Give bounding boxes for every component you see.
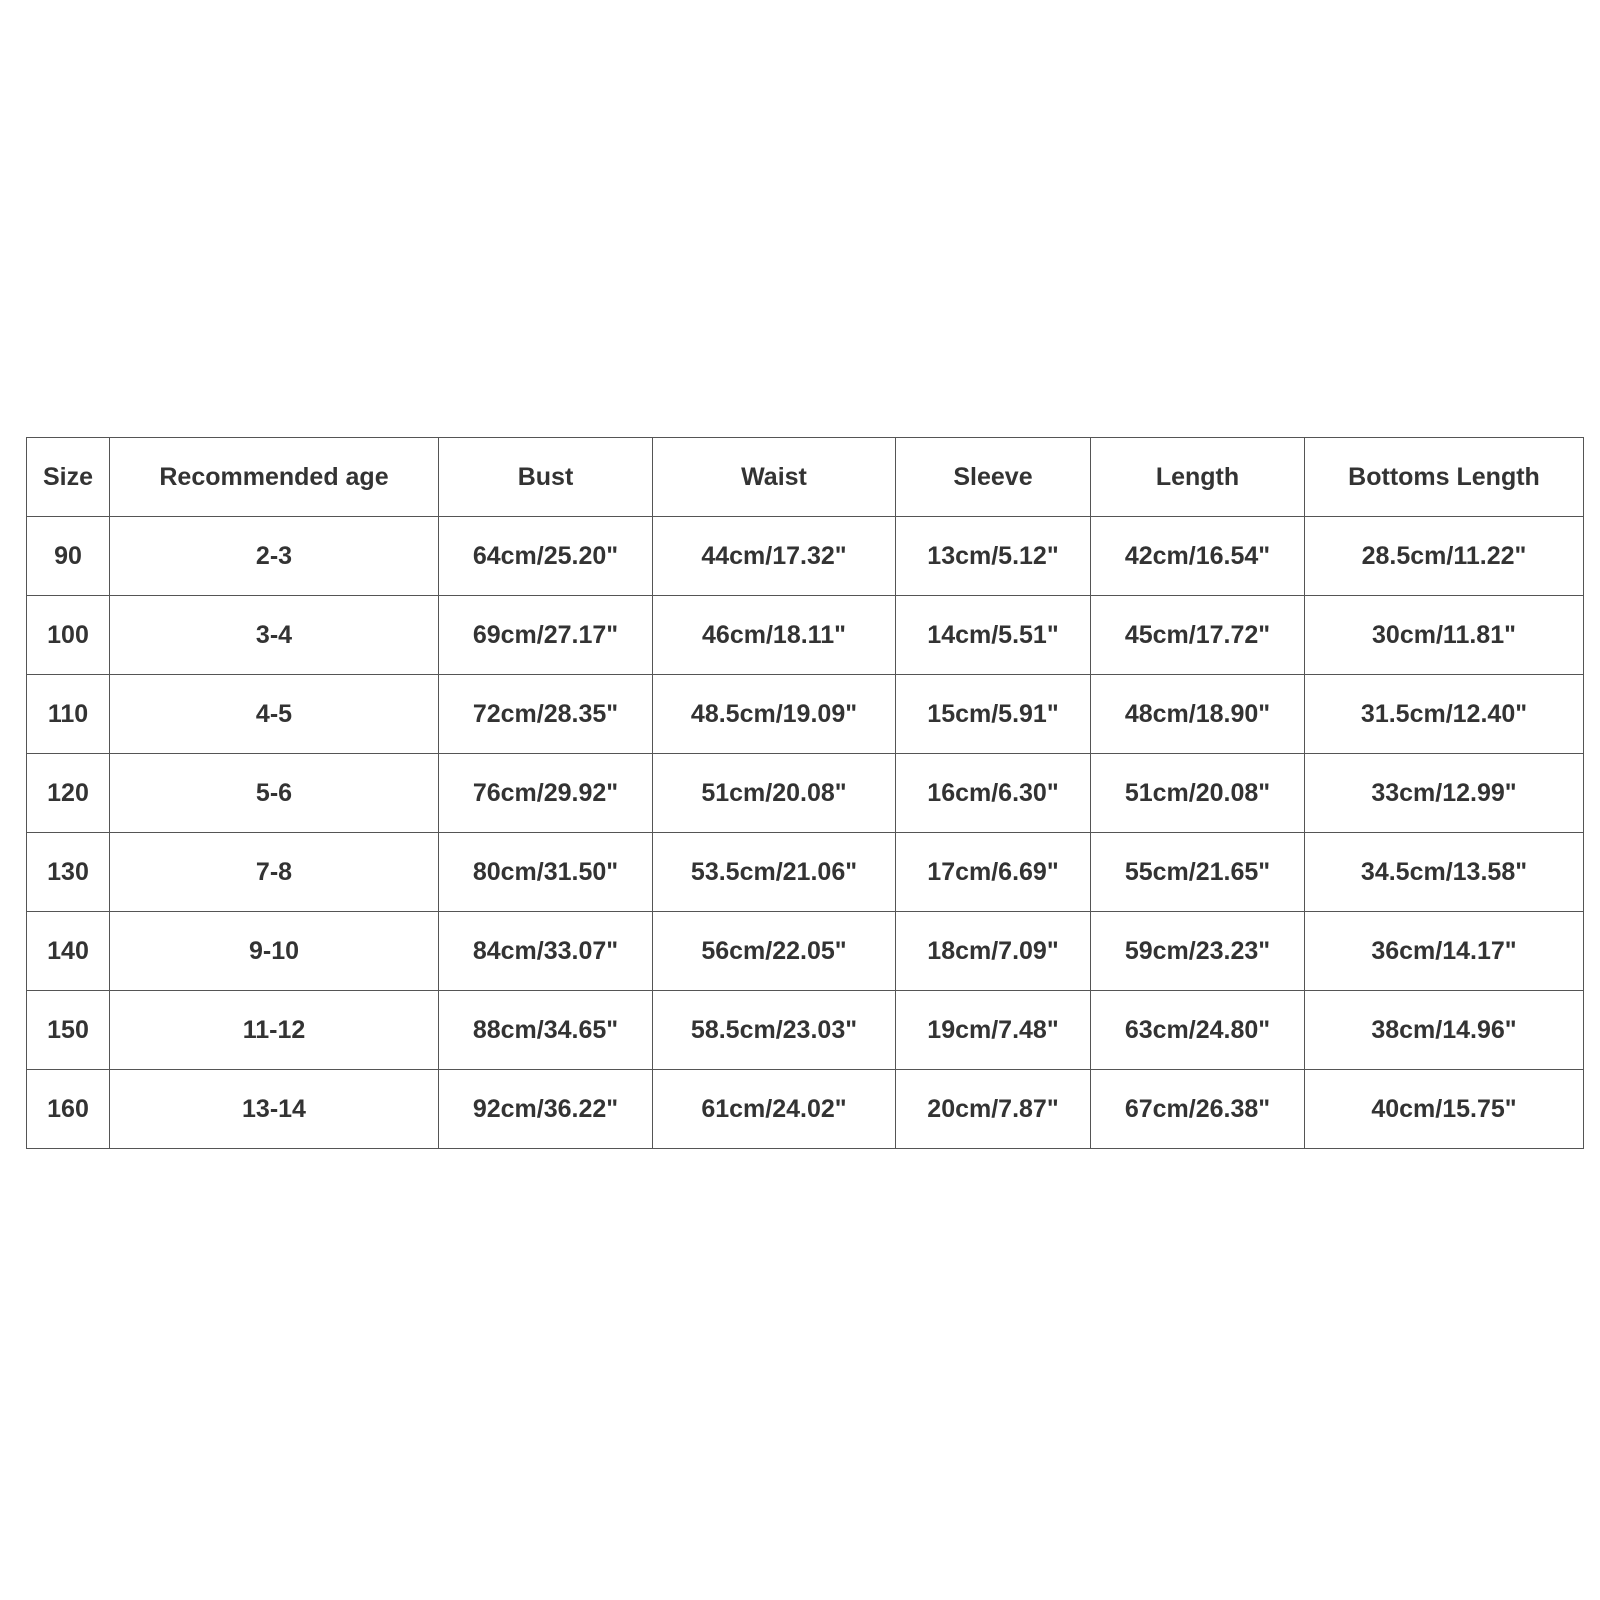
- table-row: [27, 517, 1584, 596]
- cell-bottoms-length: 34.5cm/13.58": [1305, 833, 1584, 912]
- cell-sleeve: 15cm/5.91": [896, 675, 1091, 754]
- cell-recommended-age: 4-5: [110, 675, 439, 754]
- cell-sleeve: 13cm/5.12": [896, 517, 1091, 596]
- cell-size: 120: [27, 754, 110, 833]
- cell-bottoms-length: 40cm/15.75": [1305, 1070, 1584, 1149]
- cell-recommended-age: 11-12: [110, 991, 439, 1070]
- cell-bottoms-length: 33cm/12.99": [1305, 754, 1584, 833]
- cell-bust: 64cm/25.20": [439, 517, 653, 596]
- cell-length: 63cm/24.80": [1091, 991, 1305, 1070]
- cell-recommended-age: 5-6: [110, 754, 439, 833]
- cell-size: 90: [27, 517, 110, 596]
- table-row: [27, 991, 1584, 1070]
- cell-length: 59cm/23.23": [1091, 912, 1305, 991]
- table-row: [27, 1070, 1584, 1149]
- cell-sleeve: 16cm/6.30": [896, 754, 1091, 833]
- cell-bust: 92cm/36.22": [439, 1070, 653, 1149]
- table-row: [27, 833, 1584, 912]
- header-bust: Bust: [439, 438, 653, 517]
- cell-sleeve: 18cm/7.09": [896, 912, 1091, 991]
- cell-waist: 46cm/18.11": [653, 596, 896, 675]
- cell-waist: 44cm/17.32": [653, 517, 896, 596]
- cell-size: 140: [27, 912, 110, 991]
- cell-bust: 88cm/34.65": [439, 991, 653, 1070]
- cell-bust: 76cm/29.92": [439, 754, 653, 833]
- cell-sleeve: 19cm/7.48": [896, 991, 1091, 1070]
- cell-recommended-age: 7-8: [110, 833, 439, 912]
- cell-bottoms-length: 31.5cm/12.40": [1305, 675, 1584, 754]
- cell-bottoms-length: 28.5cm/11.22": [1305, 517, 1584, 596]
- table-header: [27, 438, 1584, 517]
- cell-recommended-age: 9-10: [110, 912, 439, 991]
- cell-sleeve: 20cm/7.87": [896, 1070, 1091, 1149]
- cell-length: 55cm/21.65": [1091, 833, 1305, 912]
- table-body: [27, 517, 1584, 1149]
- cell-waist: 56cm/22.05": [653, 912, 896, 991]
- cell-size: 130: [27, 833, 110, 912]
- cell-length: 51cm/20.08": [1091, 754, 1305, 833]
- header-size: Size: [27, 438, 110, 517]
- cell-size: 160: [27, 1070, 110, 1149]
- table-row: [27, 912, 1584, 991]
- cell-waist: 48.5cm/19.09": [653, 675, 896, 754]
- cell-bottoms-length: 30cm/11.81": [1305, 596, 1584, 675]
- cell-size: 100: [27, 596, 110, 675]
- cell-recommended-age: 2-3: [110, 517, 439, 596]
- cell-waist: 58.5cm/23.03": [653, 991, 896, 1070]
- header-length: Length: [1091, 438, 1305, 517]
- cell-size: 110: [27, 675, 110, 754]
- cell-recommended-age: 3-4: [110, 596, 439, 675]
- table-row: [27, 675, 1584, 754]
- header-waist: Waist: [653, 438, 896, 517]
- cell-bottoms-length: 36cm/14.17": [1305, 912, 1584, 991]
- header-sleeve: Sleeve: [896, 438, 1091, 517]
- cell-bust: 72cm/28.35": [439, 675, 653, 754]
- cell-bottoms-length: 38cm/14.96": [1305, 991, 1584, 1070]
- table-row: [27, 754, 1584, 833]
- cell-bust: 69cm/27.17": [439, 596, 653, 675]
- cell-recommended-age: 13-14: [110, 1070, 439, 1149]
- header-bottoms-length: Bottoms Length: [1305, 438, 1584, 517]
- header-row: [27, 438, 1584, 517]
- cell-waist: 51cm/20.08": [653, 754, 896, 833]
- cell-length: 67cm/26.38": [1091, 1070, 1305, 1149]
- cell-length: 48cm/18.90": [1091, 675, 1305, 754]
- cell-bust: 80cm/31.50": [439, 833, 653, 912]
- cell-waist: 53.5cm/21.06": [653, 833, 896, 912]
- table-row: [27, 596, 1584, 675]
- cell-sleeve: 14cm/5.51": [896, 596, 1091, 675]
- size-chart-table: [26, 437, 1584, 1149]
- cell-waist: 61cm/24.02": [653, 1070, 896, 1149]
- cell-sleeve: 17cm/6.69": [896, 833, 1091, 912]
- cell-length: 42cm/16.54": [1091, 517, 1305, 596]
- header-recommended-age: Recommended age: [110, 438, 439, 517]
- cell-size: 150: [27, 991, 110, 1070]
- cell-length: 45cm/17.72": [1091, 596, 1305, 675]
- cell-bust: 84cm/33.07": [439, 912, 653, 991]
